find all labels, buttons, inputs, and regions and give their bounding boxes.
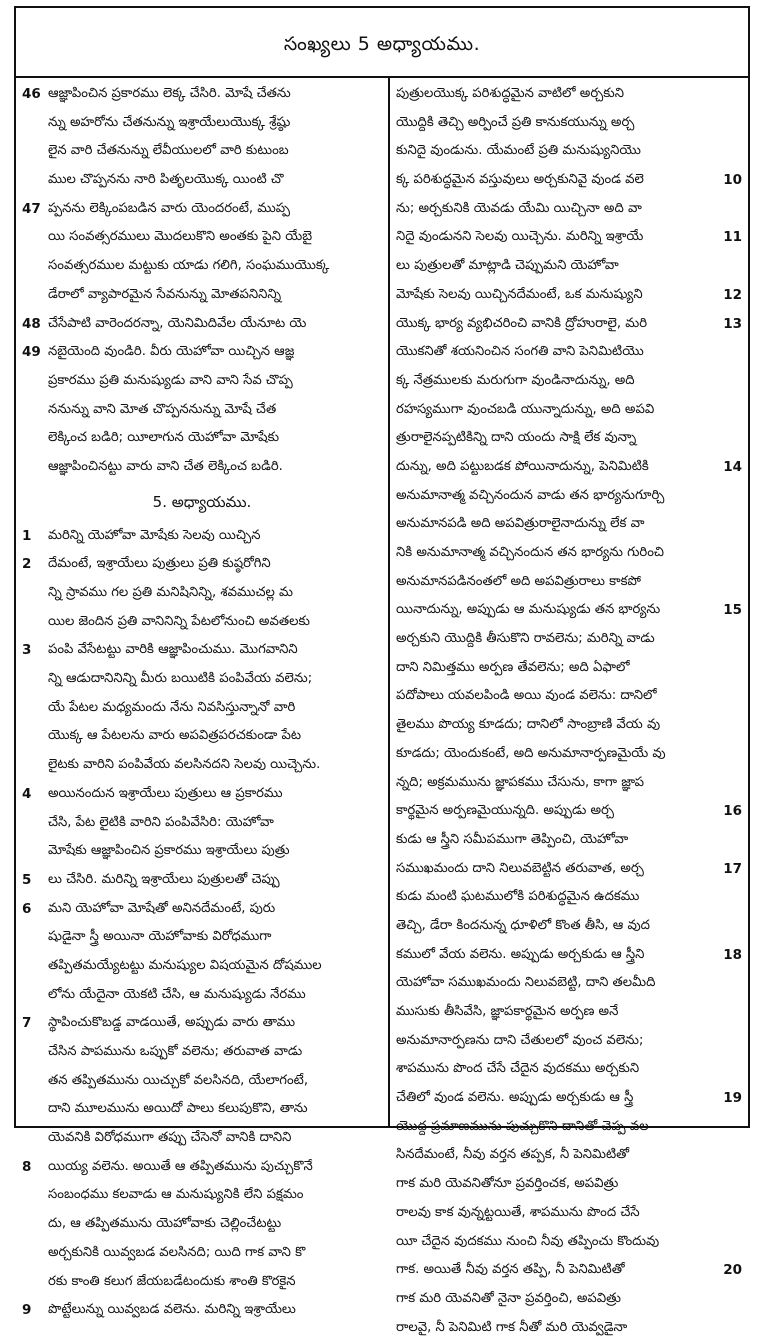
verse-number: 20 xyxy=(723,1262,742,1279)
line-text: తప్పితమయ్యేటట్టు మనుష్యుల విషయమైన దోషముల xyxy=(48,957,322,973)
text-line xyxy=(396,80,742,109)
line-text: యియ్య వలెను. అయితే ఆ తప్పితమును పుచ్చుకొనే xyxy=(48,1158,313,1174)
line-text: లైన వారి చేతనున్ను లేవీయులలో వారి కుటుంబ xyxy=(48,143,289,159)
line-text: న్ని స్రావము గల ప్రతి మనిషినిన్ని, శవముచల్ల మ xyxy=(48,585,293,600)
line-text: యొకనితో శయనించిన సంగతి వాని పెనిమిటియొ xyxy=(396,344,644,360)
left-column xyxy=(22,80,382,1319)
text-line xyxy=(396,625,742,654)
text-line xyxy=(396,1285,742,1314)
text-line xyxy=(396,740,742,769)
text-line xyxy=(22,281,382,310)
text-line xyxy=(22,1095,382,1124)
line-text: దాని మూలమును అయిదో పాలు కలుపుకొని, తాను xyxy=(48,1101,308,1117)
text-line xyxy=(22,952,382,981)
text-line xyxy=(396,1141,742,1170)
line-text: చేతిలో వుండ వలెను. అప్పుడు అర్చకుడు ఆ స్త్రీ xyxy=(396,1090,634,1106)
verse-number: 11 xyxy=(723,229,742,246)
line-text: శాపమును పొంద చేసే చేదైన వుదకము అర్చకుని xyxy=(396,1061,640,1077)
text-line xyxy=(396,424,742,453)
line-text: మోషేకు సెలవు యిచ్చినదేమంటే, ఒక మనుష్యుని xyxy=(396,286,643,302)
text-line xyxy=(396,998,742,1027)
line-text: ను; అర్చకునికి యెవడు యేమి యిచ్చినా అది వా xyxy=(396,200,642,216)
text-line xyxy=(396,797,742,826)
text-line xyxy=(396,654,742,683)
text-line xyxy=(396,310,742,339)
line-text: లు చేసిరి. మరిన్ని ఇశ్రాయేలు పుత్రులతో చెప్పు xyxy=(48,871,280,887)
text-line xyxy=(396,941,742,970)
text-line xyxy=(22,1181,382,1210)
text-line xyxy=(22,636,382,665)
line-text: కార్థమైన అర్పణమైయున్నది. అప్పుడు అర్చ xyxy=(396,803,614,819)
chapter-heading: 5. అధ్యాయము. xyxy=(152,492,252,511)
text-line xyxy=(22,1239,382,1268)
line-text: క్క పరిశుద్ధమైన వస్తువులు అర్చకునివై వుండ వలె xyxy=(396,172,644,188)
text-line xyxy=(396,912,742,941)
verse-number: 16 xyxy=(723,803,742,820)
verse-number: 18 xyxy=(723,946,742,963)
line-text: అర్చకునికి యివ్వబడ వలసినది; యిది గాక వాని కొ xyxy=(48,1244,306,1260)
line-text: డేరాలో వ్యాపారమైన సేవనున్ను మోతపనినిన్ని xyxy=(48,286,282,302)
text-line xyxy=(22,1124,382,1153)
text-line xyxy=(396,223,742,252)
text-line xyxy=(22,1067,382,1096)
line-text: సంబంధము కలవాడు ఆ మనుష్యునికి లేని పక్షమం xyxy=(48,1187,304,1203)
line-text: అయినందున ఇశ్రాయేలు పుత్రులు ఆ ప్రకారము xyxy=(48,785,283,801)
text-line xyxy=(396,338,742,367)
column-divider xyxy=(388,76,390,1126)
line-text: రహస్యముగా వుంచబడి యున్నాదున్ను, అది అపవి xyxy=(396,401,655,417)
line-text: కునిదై వుండును. యేమంటే ప్రతి మనుష్యునియొ xyxy=(396,143,641,159)
text-line xyxy=(22,195,382,224)
line-text: అనుమానపడి అది అపవిత్రురాలైనాదున్ను లేక వా xyxy=(396,516,645,532)
line-text: కుడు మంటి ఘటములోకి పరిశుద్ధమైన ఉదకము xyxy=(396,889,640,905)
line-text: చేసి, పేట లైటికి వారిని పంపివేసిరి: యెహోవా xyxy=(48,814,274,830)
line-text: స్థాపించుకొబడ్డ వాడయితే, అప్పుడు వారు తాము xyxy=(48,1015,296,1031)
line-text: నబైయెంది వుండిరి. వీరు యెహోవా యిచ్చిన ఆజ్ఞ xyxy=(48,344,295,360)
text-line xyxy=(22,694,382,723)
line-text: నిదై వుండునని సెలవు యిచ్చెను. మరిన్ని ఇశ్రాయే xyxy=(396,229,644,245)
text-line xyxy=(22,608,382,637)
line-text: ప్పనను లెక్కింపబడిన వారు యెందరంటే, ముప్ప xyxy=(48,200,290,216)
verse-number: 13 xyxy=(723,315,742,332)
text-line xyxy=(396,1228,742,1257)
text-line xyxy=(22,579,382,608)
text-line xyxy=(22,424,382,453)
verse-number: 4 xyxy=(22,785,32,802)
text-line xyxy=(22,923,382,952)
page-title: సంఖ్యలు 5 అధ్యాయము. xyxy=(283,33,481,55)
line-text: యి సంవత్సరములు మొదలుకొని అంతకు పైని యేబై xyxy=(48,229,313,245)
line-text: త్రురాలైనప్పటికిన్ని దాని యందు సాక్షి లేక వున్నా xyxy=(396,430,637,446)
verse-number: 5 xyxy=(22,871,32,888)
line-text: గాక మరి యెవనితోనూ ప్రవర్తించక, అపవిత్రు xyxy=(396,1176,619,1192)
line-text: షుడైనా స్త్రీ అయినా యెహోవాకు విరోధముగా xyxy=(48,929,272,945)
text-line xyxy=(396,883,742,912)
text-line xyxy=(22,780,382,809)
text-line xyxy=(22,809,382,838)
line-text: అర్చకుని యొద్దికి తీసుకొని రావలెను; మరిన్ని వాడు xyxy=(396,631,655,647)
line-text: పుత్రులయొక్క పరిశుద్ధమైన వాటిలో అర్చకుని xyxy=(396,86,624,101)
text-line xyxy=(396,539,742,568)
text-line xyxy=(22,1038,382,1067)
line-text: మని యెహోవా మోషేతో అనినదేమంటే, పురు xyxy=(48,900,276,916)
line-text: లెక్కించ బడిరి; యీలాగున యెహోవా మోషేకు xyxy=(48,430,280,446)
verse-number: 47 xyxy=(22,200,41,217)
text-line xyxy=(22,453,382,482)
verse-number: 8 xyxy=(22,1158,32,1175)
line-text: యే పేటల మధ్యమందు నేను నివసిస్తున్నానో వారి xyxy=(48,699,296,715)
right-column xyxy=(396,80,742,1335)
verse-number: 19 xyxy=(723,1090,742,1107)
verse-number: 17 xyxy=(723,860,742,877)
bible-page xyxy=(14,6,750,1335)
text-line xyxy=(22,80,382,109)
line-text: యొద్ద ప్రమాణమును పుచ్చుకొని దానితో చెప్ప వల xyxy=(396,1118,649,1134)
text-line xyxy=(22,550,382,579)
verse-number: 12 xyxy=(723,286,742,303)
line-text: న్ను అహరోను చేతనున్ను ఇశ్రాయేలుయొక్క శ్రేష్ఠు xyxy=(48,114,291,130)
line-text: దు, ఆ తప్పితమును యెహోవాకు చెల్లించేటట్టు xyxy=(48,1216,282,1232)
text-line xyxy=(22,722,382,751)
text-line xyxy=(22,1153,382,1182)
line-text: పొట్టేలున్ను యివ్వబడ వలెను. మరిన్ని ఇశ్రాయేలు xyxy=(48,1302,296,1318)
verse-number: 15 xyxy=(723,602,742,619)
line-text: తెచ్చి, డేరా కిందనున్న ధూళిలో కొంత తీసి, ఆ వుద xyxy=(396,917,650,933)
line-text: ఆజ్ఞాపించినట్టు వారు వాని చేత లెక్కించ బడిరి. xyxy=(48,458,283,474)
verse-number: 48 xyxy=(22,315,41,332)
line-text: అనుమానార్పణను దాని చేతులలో వుంచ వలెను; xyxy=(396,1032,644,1048)
text-line xyxy=(396,252,742,281)
text-line xyxy=(22,751,382,780)
line-text: అనుమానాత్మ వచ్చినందున వాడు తన భార్యనుగూర్చి xyxy=(396,487,665,503)
text-line xyxy=(396,969,742,998)
line-text: ముసుకు తీసివేసి, జ్ఞాపకార్థమైన అర్పణ అనే xyxy=(396,1004,619,1019)
line-text: యొద్దికి తెచ్చి అర్పించే ప్రతి కానుకయున్ను అర్చ xyxy=(396,114,635,130)
line-text: మోషేకు ఆజ్ఞాపించిన ప్రకారము ఇశ్రాయేలు పుత్రు xyxy=(48,843,290,859)
line-text: కుడు ఆ స్త్రీని సమీపముగా తెప్పించి, యెహోవా xyxy=(396,831,629,847)
line-text: రాలవు కాక వున్నట్టయితే, శాపమును పొంద చేసే xyxy=(396,1204,640,1220)
line-text: యినాదున్ను, అప్పుడు ఆ మనుష్యుడు తన భార్యను xyxy=(396,602,661,618)
text-line xyxy=(396,166,742,195)
text-line xyxy=(22,252,382,281)
text-line xyxy=(396,682,742,711)
verse-number: 14 xyxy=(723,458,742,475)
line-text: ననున్ను వాని మోత చొప్పననున్ను మోషే చేత xyxy=(48,401,277,417)
verse-number: 6 xyxy=(22,900,32,917)
line-text: యొక్క ఆ పేటలను వారు అపవిత్రపరచకుండా పేట xyxy=(48,728,302,744)
line-text: గాక. అయితే నీవు వర్తన తప్పి, నీ పెనిమిటితో xyxy=(396,1262,625,1278)
text-line xyxy=(396,1084,742,1113)
line-text: పంపి వేసేటట్టు వారికి ఆజ్ఞాపించుము. మొగవానిని xyxy=(48,642,298,658)
line-text: దున్ను, అది పట్టుబడక పోయినాదున్ను, పెనిమిటికి xyxy=(396,458,649,474)
text-line xyxy=(22,895,382,924)
text-line xyxy=(396,1314,742,1342)
text-line xyxy=(396,1170,742,1199)
text-line xyxy=(22,522,382,551)
line-text: ముల చొప్పనను నారి పితృలయొక్క యింటి చొ xyxy=(48,172,284,188)
line-text: లైటకు వారిని పంపివేయ వలసినదని సెలవు యిచ్చెను. xyxy=(48,757,321,773)
line-text: ప్రకారము ప్రతి మనుష్యుడు వాని వాని సేవ చొప్ప xyxy=(48,372,293,388)
text-line xyxy=(22,665,382,694)
text-line xyxy=(22,1009,382,1038)
line-text: కములో వేయ వలెను. అప్పుడు అర్చకుడు ఆ స్త్రీని xyxy=(396,946,645,962)
line-text: యెవనికి విరోధముగా తప్పు చేసెనో వానికి దానిని xyxy=(48,1130,292,1146)
line-text: కూడదు; యెందుకంటే, అది అనుమానార్పణమైయే వు xyxy=(396,745,666,761)
line-text: తన తప్పితమును యిచ్చుకో వలసినది, యేలాగంటే, xyxy=(48,1072,309,1088)
line-text: గాక మరి యెవనితో నైనా ప్రవర్తించి, అపవిత్రు xyxy=(396,1290,621,1306)
text-line xyxy=(22,981,382,1010)
line-text: సముఖమందు దాని నిలువబెట్టిన తరువాత, అర్చ xyxy=(396,860,644,876)
text-line xyxy=(22,1210,382,1239)
text-line xyxy=(396,137,742,166)
line-text: అనుమానపడినంతలో అది అపవిత్రురాలు కాకపో xyxy=(396,573,641,589)
line-text: దేమంటే, ఇశ్రాయేలు పుత్రులు ప్రతి కుష్ఠరోగిని xyxy=(48,556,271,572)
line-text: లోను యేదైనా యెకటి చేసి, ఆ మనుష్యుడు నేరము xyxy=(48,986,306,1002)
text-line xyxy=(396,1199,742,1228)
line-text: న్ని ఆడుదానినిన్ని మీరు బయిటికి పంపివేయ వలెను; xyxy=(48,671,313,687)
text-line xyxy=(396,568,742,597)
text-line xyxy=(22,109,382,138)
text-line xyxy=(396,396,742,425)
text-line xyxy=(396,769,742,798)
verse-number: 1 xyxy=(22,527,32,544)
text-line xyxy=(396,109,742,138)
line-text: క్క నేత్రములకు మరుగుగా వుండినాదున్ను, అది xyxy=(396,372,635,388)
line-text: తైలము పొయ్య కూడదు; దానిలో సాంబ్రాణి వేయ వు xyxy=(396,717,661,733)
text-line xyxy=(396,482,742,511)
verse-number: 49 xyxy=(22,344,41,361)
text-line xyxy=(22,866,382,895)
verse-number: 9 xyxy=(22,1302,32,1319)
text-line xyxy=(22,223,382,252)
line-text: దాని నిమిత్తము అర్పణ తేవలెను; అది ఏఫాలో xyxy=(396,659,630,675)
line-text: నికి అనుమానాత్మ వచ్చినందున తన భార్యను గురించి xyxy=(396,545,664,560)
line-text: న్నది; అక్రమమును జ్ఞాపకము చేసును, కాగా జ్ఞాప xyxy=(396,774,644,790)
text-line xyxy=(396,1055,742,1084)
text-line xyxy=(22,1296,382,1325)
line-text: సినదేమంటే, నీవు వర్తన తప్పక, నీ పెనిమిటితో xyxy=(396,1147,630,1163)
text-line xyxy=(396,855,742,884)
text-line xyxy=(396,1027,742,1056)
line-text: లు పుత్రులతో మాట్లాడి చెప్పుమని యెహోవా xyxy=(396,258,619,274)
text-line xyxy=(22,367,382,396)
verse-number: 46 xyxy=(22,86,41,102)
text-line xyxy=(22,396,382,425)
text-line xyxy=(22,338,382,367)
text-line xyxy=(396,711,742,740)
line-text: యెహోవా సముఖమందు నిలువబెట్టి, దాని తలమీది xyxy=(396,975,656,991)
line-text: యొక్క భార్య వ్యభిచరించి వానికి ద్రోహురాలై, మరి xyxy=(396,315,648,331)
text-line xyxy=(22,310,382,339)
text-line xyxy=(396,281,742,310)
text-line xyxy=(396,1256,742,1285)
verse-number: 10 xyxy=(723,172,742,189)
text-line xyxy=(396,826,742,855)
text-line xyxy=(396,596,742,625)
text-line xyxy=(22,1268,382,1297)
text-line xyxy=(22,837,382,866)
line-text: యిల జెందిన ప్రతి వానినిన్ని పేటలోనుంచి అవతలకు xyxy=(48,613,310,629)
line-text: ఆజ్ఞాపించిన ప్రకారము లెక్క చేసిరి. మోషే చేతను xyxy=(48,86,291,101)
text-line xyxy=(22,137,382,166)
line-text: చేసిన పాపమును ఒప్పుకో వలెను; తరువాత వాడు xyxy=(48,1044,303,1059)
line-text: పదోపాలు యవలపిండి అయి వుండ వలెను: దానిలో xyxy=(396,688,657,704)
verse-number: 3 xyxy=(22,642,32,659)
line-text: రకు కాంతి కలుగ జేయబడేటందుకు శాంతి కొరకైన xyxy=(48,1273,296,1289)
line-text: చేసేపాటి వారెందరన్నా, యెనిమిదివేల యేనూట యె xyxy=(48,315,307,331)
text-line xyxy=(396,1113,742,1142)
verse-number: 7 xyxy=(22,1015,32,1032)
line-text: సంవత్సరముల మట్టుకు యాడు గలిగి, సంఘముయొక్క xyxy=(48,258,330,274)
text-line xyxy=(22,166,382,195)
text-line xyxy=(396,453,742,482)
line-text: మరిన్ని యెహోవా మోషేకు సెలవు యిచ్చిన xyxy=(48,527,261,543)
line-text: రాలవై, నీ పెనిమిటి గాక నీతో మరి యెవ్వడైనా xyxy=(396,1319,628,1335)
text-line xyxy=(396,195,742,224)
line-text: యీ చేదైన వుదకము నుంచి నీవు తప్పించు కొందువు xyxy=(396,1233,660,1249)
text-line xyxy=(396,510,742,539)
text-line xyxy=(396,367,742,396)
verse-number: 2 xyxy=(22,556,32,573)
page-header xyxy=(16,8,748,78)
